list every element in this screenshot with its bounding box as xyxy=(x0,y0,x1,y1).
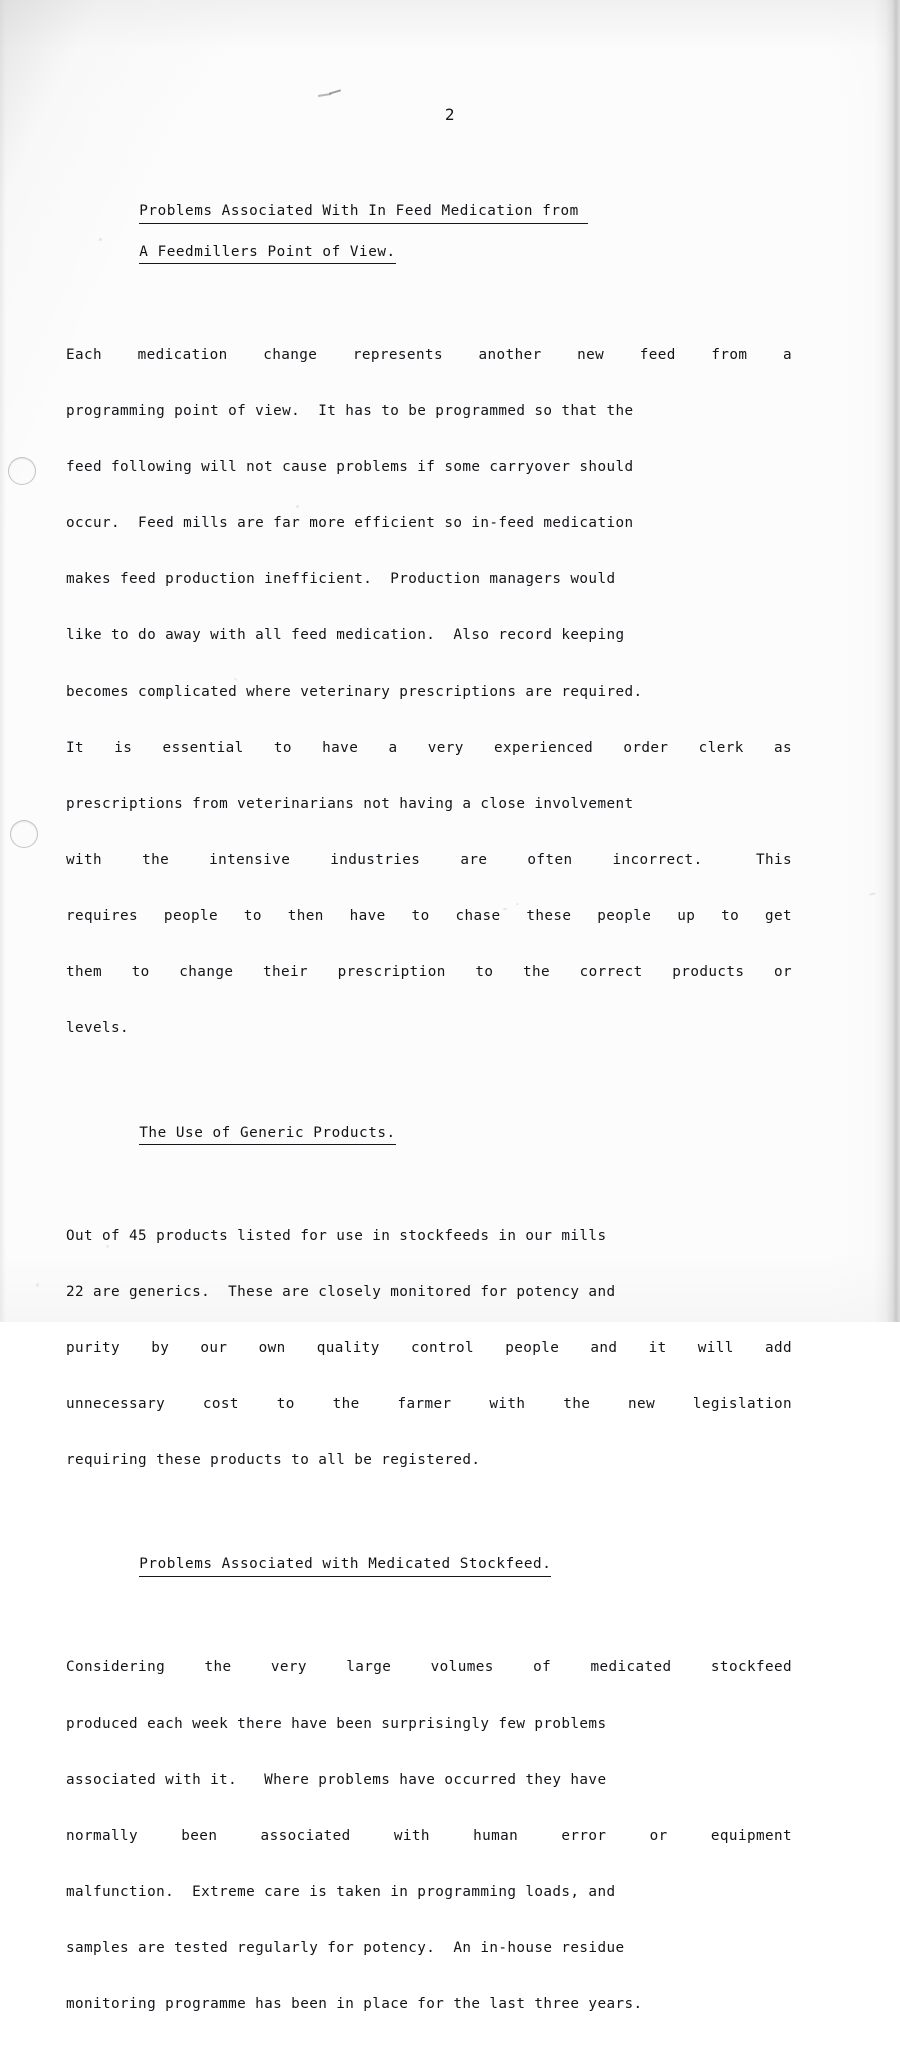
section-paragraph xyxy=(66,308,792,1075)
pencil-annotation-mark xyxy=(318,91,340,97)
text-line: feed following will not cause problems if some carryover should xyxy=(66,459,634,476)
text-line: samples are tested regularly for potency. An in-house residue xyxy=(66,1940,625,1956)
text-line: them to change their prescription to the correct products or xyxy=(66,964,792,981)
text-line: occur. Feed mills are far more efficient so in-feed medication xyxy=(66,515,634,532)
document-body xyxy=(66,183,792,2051)
scan-speck xyxy=(869,892,876,896)
spacer xyxy=(66,1164,792,1189)
text-line: Each medication change represents another new feed from a xyxy=(66,346,792,363)
heading-line: The Use of Generic Products. xyxy=(139,1124,395,1145)
text-line: produced each week there have been surprisingly few problems xyxy=(66,1715,607,1732)
section-in-feed-medication xyxy=(66,183,792,1075)
text-line: requires people to then have to chase these people up to get xyxy=(66,907,792,924)
text-line: Considering the very large volumes of medicated stockfeed xyxy=(66,1659,792,1676)
spacer xyxy=(66,1596,792,1621)
section-paragraph xyxy=(66,1621,792,2051)
scan-edge-left xyxy=(0,0,6,1322)
text-line: malfunction. Extreme care is taken in programming loads, and xyxy=(66,1883,616,1900)
punch-hole-mark xyxy=(10,820,38,848)
text-line: with the intensive industries are often incorrect. This xyxy=(66,851,792,868)
text-line: It is essential to have a very experienced order clerk as xyxy=(66,739,792,756)
text-line: unnecessary cost to the farmer with the new legislation xyxy=(66,1395,792,1412)
section-heading xyxy=(66,1536,792,1596)
text-line: prescriptions from veterinarians not having a close involvement xyxy=(66,795,634,812)
scan-speck xyxy=(106,1245,109,1248)
text-line: becomes complicated where veterinary prescriptions are required. xyxy=(66,683,643,700)
scan-speck xyxy=(393,1287,398,1289)
spacer xyxy=(66,1507,792,1536)
section-heading xyxy=(66,183,792,283)
text-line: normally been associated with human error or equipment xyxy=(66,1827,792,1844)
scan-edge-right xyxy=(886,0,900,1322)
heading-line: A Feedmillers Point of View. xyxy=(139,243,395,264)
heading-line: Problems Associated with Medicated Stockfeed. xyxy=(139,1555,551,1576)
text-line: requiring these products to all be registered. xyxy=(66,1452,481,1469)
section-paragraph xyxy=(66,1189,792,1507)
text-line: associated with it. Where problems have occurred they have xyxy=(66,1771,607,1788)
section-medicated-stockfeed xyxy=(66,1536,792,2051)
heading-line: Problems Associated With In Feed Medication from xyxy=(139,202,588,223)
spacer xyxy=(66,283,792,308)
text-line: levels. xyxy=(66,1020,130,1037)
punch-hole-mark xyxy=(8,457,36,485)
section-heading xyxy=(66,1104,792,1164)
page-number: 2 xyxy=(444,105,456,124)
scan-speck xyxy=(99,238,102,241)
spacer xyxy=(66,1075,792,1104)
scan-speck xyxy=(234,678,237,680)
text-line: like to do away with all feed medication. Also record keeping xyxy=(66,627,625,644)
text-line: Out of 45 products listed for use in stockfeeds in our mills xyxy=(66,1227,607,1244)
scan-speck xyxy=(296,505,299,508)
text-line: 22 are generics. These are closely monitored for potency and xyxy=(66,1283,616,1300)
text-line: makes feed production inefficient. Production managers would xyxy=(66,571,616,588)
text-line: purity by our own quality control people and it will add xyxy=(66,1339,792,1356)
text-line: programming point of view. It has to be programmed so that the xyxy=(66,403,634,419)
text-line: monitoring programme has been in place for the last three years. xyxy=(66,1996,643,2013)
scan-speck xyxy=(503,908,507,910)
section-generic-products xyxy=(66,1104,792,1507)
scan-speck xyxy=(516,903,519,905)
scan-speck xyxy=(36,1283,39,1287)
